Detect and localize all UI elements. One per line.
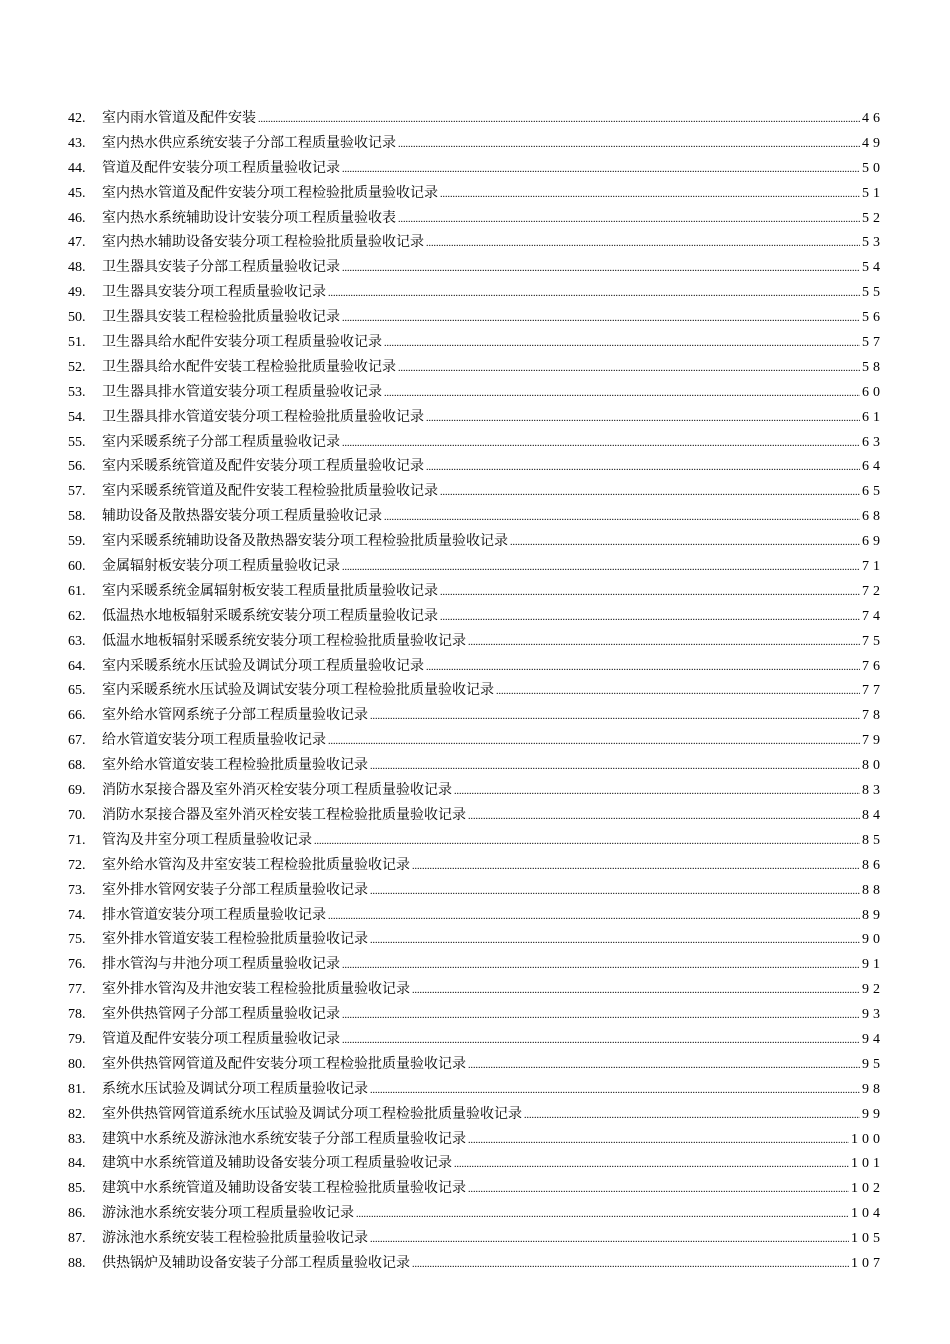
toc-entry-page-number: 89: [862, 907, 884, 923]
toc-entry-title: 室外供热管网管道系统水压试验及调试分项工程检验批质量验收记录: [102, 1105, 522, 1122]
toc-entry[interactable]: [68, 529, 884, 554]
toc-entry[interactable]: [68, 131, 884, 156]
toc-entry-page-number: 78: [862, 708, 884, 724]
toc-entry[interactable]: [68, 504, 884, 529]
toc-entry-title: 室内采暖系统辅助设备及散热器安装分项工程检验批质量验收记录: [102, 533, 508, 550]
toc-entry-title: 金属辐射板安装分项工程质量验收记录: [102, 558, 340, 575]
toc-entry-title: 卫生器具安装工程检验批质量验收记录: [102, 309, 340, 326]
toc-entry[interactable]: [68, 1251, 884, 1276]
toc-entry-page-number: 83: [862, 783, 884, 799]
dot-leader: [258, 108, 860, 133]
toc-entry-number: 54.: [68, 409, 86, 425]
toc-entry-number: 49.: [68, 285, 86, 301]
dot-leader: [314, 830, 860, 855]
toc-entry[interactable]: [68, 654, 884, 679]
dot-leader: [426, 232, 860, 257]
toc-entry-page-number: 75: [862, 633, 884, 649]
toc-entry-title: 室外供热管网管道及配件安装分项工程检验批质量验收记录: [102, 1055, 466, 1072]
toc-entry[interactable]: [68, 728, 884, 753]
toc-entry[interactable]: [68, 430, 884, 455]
toc-entry-title: 游泳池水系统安装分项工程质量验收记录: [102, 1205, 354, 1222]
dot-leader: [454, 1153, 849, 1178]
toc-entry-number: 62.: [68, 608, 86, 624]
toc-entry-title: 室外给水管网系统子分部工程质量验收记录: [102, 707, 368, 724]
toc-entry[interactable]: [68, 1201, 884, 1226]
toc-entry-page-number: 50: [862, 160, 884, 176]
toc-entry-title: 管道及配件安装分项工程质量验收记录: [102, 159, 340, 176]
toc-entry[interactable]: [68, 156, 884, 181]
toc-entry-page-number: 92: [862, 982, 884, 998]
toc-entry-number: 77.: [68, 982, 86, 998]
toc-entry-page-number: 86: [862, 857, 884, 873]
toc-entry-title: 室内热水管道及配件安装分项工程检验批质量验收记录: [102, 184, 438, 201]
dot-leader: [342, 432, 860, 457]
dot-leader: [342, 307, 860, 332]
dot-leader: [328, 905, 860, 930]
toc-entry-number: 67.: [68, 733, 86, 749]
toc-entry-title: 卫生器具给水配件安装分项工程质量验收记录: [102, 334, 382, 351]
toc-entry-number: 71.: [68, 832, 86, 848]
toc-entry-page-number: 68: [862, 509, 884, 525]
toc-entry-page-number: 101: [851, 1156, 884, 1172]
toc-entry-page-number: 56: [862, 310, 884, 326]
dot-leader: [370, 1228, 849, 1253]
toc-entry-page-number: 54: [862, 260, 884, 276]
toc-entry-number: 81.: [68, 1081, 86, 1097]
toc-entry-page-number: 79: [862, 733, 884, 749]
toc-entry-number: 74.: [68, 907, 86, 923]
toc-entry-title: 消防水泵接合器及室外消灭栓安装分项工程质量验收记录: [102, 782, 452, 799]
toc-entry-number: 44.: [68, 160, 86, 176]
toc-entry[interactable]: [68, 629, 884, 654]
toc-entry[interactable]: [68, 330, 884, 355]
toc-entry-title: 建筑中水系统管道及辅助设备安装分项工程质量验收记录: [102, 1155, 452, 1172]
toc-entry-title: 建筑中水系统及游泳池水系统安装子分部工程质量验收记录: [102, 1130, 466, 1147]
toc-entry[interactable]: [68, 604, 884, 629]
toc-entry-number: 56.: [68, 459, 86, 475]
toc-entry-page-number: 105: [851, 1231, 884, 1247]
toc-entry[interactable]: [68, 280, 884, 305]
toc-entry-page-number: 55: [862, 285, 884, 301]
toc-entry-page-number: 53: [862, 235, 884, 251]
toc-entry-number: 61.: [68, 583, 86, 599]
toc-entry-number: 51.: [68, 335, 86, 351]
toc-entry[interactable]: [68, 1052, 884, 1077]
toc-entry-page-number: 71: [862, 559, 884, 575]
toc-entry-page-number: 74: [862, 608, 884, 624]
toc-entry-number: 63.: [68, 633, 86, 649]
toc-entry-title: 供热锅炉及辅助设备安装子分部工程质量验收记录: [102, 1254, 410, 1271]
dot-leader: [328, 730, 860, 755]
toc-entry[interactable]: [68, 181, 884, 206]
toc-entry-title: 室外排水管道安装工程检验批质量验收记录: [102, 931, 368, 948]
table-of-contents: [68, 106, 884, 1276]
dot-leader: [370, 929, 860, 954]
toc-entry-page-number: 61: [862, 409, 884, 425]
toc-entry-page-number: 77: [862, 683, 884, 699]
toc-entry[interactable]: [68, 803, 884, 828]
toc-entry-number: 58.: [68, 509, 86, 525]
dot-leader: [426, 456, 860, 481]
toc-entry-title: 室内采暖系统管道及配件安装工程检验批质量验收记录: [102, 483, 438, 500]
toc-entry[interactable]: [68, 703, 884, 728]
toc-entry-number: 57.: [68, 484, 86, 500]
toc-entry[interactable]: [68, 106, 884, 131]
toc-entry-title: 游泳池水系统安装工程检验批质量验收记录: [102, 1230, 368, 1247]
toc-entry[interactable]: [68, 778, 884, 803]
dot-leader: [468, 1178, 849, 1203]
toc-entry-page-number: 95: [862, 1056, 884, 1072]
toc-entry-title: 卫生器具排水管道安装分项工程检验批质量验收记录: [102, 408, 424, 425]
dot-leader: [342, 257, 860, 282]
toc-entry-title: 给水管道安装分项工程质量验收记录: [102, 732, 326, 749]
toc-entry-title: 室内热水辅助设备安装分项工程检验批质量验收记录: [102, 234, 424, 251]
toc-entry-page-number: 91: [862, 957, 884, 973]
toc-entry-number: 59.: [68, 534, 86, 550]
toc-entry[interactable]: [68, 1176, 884, 1201]
toc-entry-title: 室内采暖系统水压试验及调试分项工程质量验收记录: [102, 657, 424, 674]
toc-entry[interactable]: [68, 977, 884, 1002]
toc-entry-title: 室内采暖系统水压试验及调试安装分项工程检验批质量验收记录: [102, 682, 494, 699]
toc-entry-title: 管沟及井室分项工程质量验收记录: [102, 831, 312, 848]
dot-leader: [370, 755, 860, 780]
toc-entry-number: 78.: [68, 1007, 86, 1023]
toc-entry[interactable]: [68, 952, 884, 977]
toc-entry-title: 室内热水供应系统安装子分部工程质量验收记录: [102, 134, 396, 151]
toc-entry[interactable]: [68, 1127, 884, 1152]
toc-entry-number: 76.: [68, 957, 86, 973]
toc-entry[interactable]: [68, 255, 884, 280]
toc-entry[interactable]: [68, 878, 884, 903]
toc-entry-page-number: 76: [862, 658, 884, 674]
dot-leader: [412, 855, 860, 880]
toc-entry-title: 室内采暖系统金属辐射板安装工程质量批质量验收记录: [102, 582, 438, 599]
dot-leader: [398, 208, 860, 233]
dot-leader: [468, 631, 860, 656]
toc-entry-number: 84.: [68, 1156, 86, 1172]
toc-entry-number: 72.: [68, 857, 86, 873]
toc-entry-page-number: 100: [851, 1131, 884, 1147]
dot-leader: [440, 581, 860, 606]
toc-entry[interactable]: [68, 380, 884, 405]
dot-leader: [426, 407, 860, 432]
toc-entry-number: 86.: [68, 1206, 86, 1222]
toc-entry-title: 卫生器具排水管道安装分项工程质量验收记录: [102, 383, 382, 400]
toc-entry[interactable]: [68, 1077, 884, 1102]
dot-leader: [342, 158, 860, 183]
toc-entry-number: 50.: [68, 310, 86, 326]
toc-entry-number: 68.: [68, 758, 86, 774]
toc-entry[interactable]: [68, 1151, 884, 1176]
toc-entry-title: 室内采暖系统子分部工程质量验收记录: [102, 433, 340, 450]
dot-leader: [398, 133, 860, 158]
toc-entry-page-number: 58: [862, 359, 884, 375]
toc-entry-title: 消防水泵接合器及室外消灭栓安装工程检验批质量验收记录: [102, 806, 466, 823]
toc-entry-number: 83.: [68, 1131, 86, 1147]
toc-entry-page-number: 52: [862, 210, 884, 226]
toc-entry-page-number: 80: [862, 758, 884, 774]
toc-entry-number: 60.: [68, 559, 86, 575]
toc-entry[interactable]: [68, 1027, 884, 1052]
toc-entry-title: 室外给水管道安装工程检验批质量验收记录: [102, 757, 368, 774]
toc-entry-number: 46.: [68, 210, 86, 226]
toc-entry-number: 64.: [68, 658, 86, 674]
toc-entry[interactable]: [68, 753, 884, 778]
toc-entry-number: 79.: [68, 1031, 86, 1047]
toc-entry[interactable]: [68, 206, 884, 231]
dot-leader: [342, 954, 860, 979]
toc-entry-number: 55.: [68, 434, 86, 450]
toc-entry-number: 53.: [68, 384, 86, 400]
toc-entry-page-number: 85: [862, 832, 884, 848]
dot-leader: [384, 382, 860, 407]
dot-leader: [328, 282, 860, 307]
toc-entry-number: 69.: [68, 783, 86, 799]
toc-entry-page-number: 102: [851, 1181, 884, 1197]
toc-entry-page-number: 88: [862, 882, 884, 898]
dot-leader: [454, 780, 860, 805]
dot-leader: [398, 357, 860, 382]
dot-leader: [370, 705, 860, 730]
toc-entry-title: 室内雨水管道及配件安装: [102, 110, 256, 126]
toc-entry[interactable]: [68, 927, 884, 952]
toc-entry[interactable]: [68, 903, 884, 928]
toc-entry-number: 52.: [68, 359, 86, 375]
toc-entry-title: 辅助设备及散热器安装分项工程质量验收记录: [102, 508, 382, 525]
toc-entry-title: 室内热水系统辅助设计安装分项工程质量验收表: [102, 209, 396, 226]
dot-leader: [384, 506, 860, 531]
toc-entry-title: 室外给水管沟及井室安装工程检验批质量验收记录: [102, 856, 410, 873]
toc-entry-title: 卫生器具安装分项工程质量验收记录: [102, 284, 326, 301]
toc-entry-number: 70.: [68, 807, 86, 823]
toc-entry-page-number: 69: [862, 534, 884, 550]
toc-entry[interactable]: [68, 355, 884, 380]
toc-entry[interactable]: [68, 479, 884, 504]
dot-leader: [468, 1129, 849, 1154]
toc-entry[interactable]: [68, 1102, 884, 1127]
dot-leader: [426, 656, 860, 681]
toc-entry-title: 系统水压试验及调试分项工程质量验收记录: [102, 1080, 368, 1097]
toc-entry-page-number: 57: [862, 335, 884, 351]
toc-entry[interactable]: [68, 579, 884, 604]
toc-entry-page-number: 94: [862, 1031, 884, 1047]
toc-entry-number: 66.: [68, 708, 86, 724]
toc-entry-number: 75.: [68, 932, 86, 948]
toc-entry-number: 42.: [68, 111, 86, 126]
toc-entry-page-number: 51: [862, 185, 884, 201]
dot-leader: [384, 332, 860, 357]
toc-entry-number: 45.: [68, 185, 86, 201]
toc-entry-number: 88.: [68, 1255, 86, 1271]
toc-entry-title: 建筑中水系统管道及辅助设备安装工程检验批质量验收记录: [102, 1180, 466, 1197]
toc-entry[interactable]: [68, 305, 884, 330]
toc-entry-page-number: 46: [862, 111, 884, 126]
toc-entry-number: 73.: [68, 882, 86, 898]
dot-leader: [342, 556, 860, 581]
toc-entry-title: 室外排水管网安装子分部工程质量验收记录: [102, 881, 368, 898]
toc-entry-page-number: 98: [862, 1081, 884, 1097]
toc-entry[interactable]: [68, 853, 884, 878]
toc-entry-title: 低温水地板辐射采暖系统安装分项工程检验批质量验收记录: [102, 632, 466, 649]
dot-leader: [440, 606, 860, 631]
dot-leader: [468, 805, 860, 830]
toc-entry-number: 87.: [68, 1231, 86, 1247]
toc-entry-number: 43.: [68, 135, 86, 151]
toc-entry-title: 室外供热管网子分部工程质量验收记录: [102, 1006, 340, 1023]
toc-entry-number: 85.: [68, 1181, 86, 1197]
dot-leader: [496, 680, 860, 705]
dot-leader: [412, 1253, 849, 1278]
toc-entry-number: 48.: [68, 260, 86, 276]
toc-entry-page-number: 104: [851, 1206, 884, 1222]
dot-leader: [342, 1004, 860, 1029]
toc-entry-title: 卫生器具给水配件安装工程检验批质量验收记录: [102, 358, 396, 375]
dot-leader: [370, 880, 860, 905]
toc-entry[interactable]: [68, 405, 884, 430]
toc-entry-title: 排水管道安装分项工程质量验收记录: [102, 906, 326, 923]
dot-leader: [524, 1104, 860, 1129]
toc-entry-title: 卫生器具安装子分部工程质量验收记录: [102, 259, 340, 276]
toc-entry-number: 82.: [68, 1106, 86, 1122]
toc-entry-title: 室内采暖系统管道及配件安装分项工程质量验收记录: [102, 458, 424, 475]
toc-entry-page-number: 90: [862, 932, 884, 948]
toc-entry[interactable]: [68, 230, 884, 255]
toc-entry-page-number: 107: [851, 1255, 884, 1271]
toc-entry-title: 室外排水管沟及井池安装工程检验批质量验收记录: [102, 981, 410, 998]
toc-entry-title: 排水管沟与井池分项工程质量验收记录: [102, 956, 340, 973]
dot-leader: [510, 531, 860, 556]
toc-entry-page-number: 49: [862, 135, 884, 151]
toc-entry[interactable]: [68, 554, 884, 579]
toc-entry[interactable]: [68, 1226, 884, 1251]
toc-entry-page-number: 60: [862, 384, 884, 400]
dot-leader: [342, 1029, 860, 1054]
toc-entry-number: 80.: [68, 1056, 86, 1072]
toc-entry-number: 47.: [68, 235, 86, 251]
toc-entry[interactable]: [68, 454, 884, 479]
toc-entry-page-number: 72: [862, 583, 884, 599]
toc-entry-page-number: 99: [862, 1106, 884, 1122]
toc-entry-title: 低温热水地板辐射采暖系统安装分项工程质量验收记录: [102, 607, 438, 624]
dot-leader: [370, 1079, 860, 1104]
dot-leader: [412, 979, 860, 1004]
toc-entry-page-number: 65: [862, 484, 884, 500]
toc-entry-title: 管道及配件安装分项工程质量验收记录: [102, 1030, 340, 1047]
toc-entry[interactable]: [68, 828, 884, 853]
dot-leader: [356, 1203, 849, 1228]
toc-entry[interactable]: [68, 1002, 884, 1027]
dot-leader: [440, 183, 860, 208]
toc-entry-page-number: 93: [862, 1007, 884, 1023]
toc-entry-page-number: 84: [862, 807, 884, 823]
toc-entry-number: 65.: [68, 683, 86, 699]
dot-leader: [468, 1054, 860, 1079]
dot-leader: [440, 481, 860, 506]
toc-entry[interactable]: [68, 678, 884, 703]
toc-entry-page-number: 64: [862, 459, 884, 475]
toc-entry-page-number: 63: [862, 434, 884, 450]
